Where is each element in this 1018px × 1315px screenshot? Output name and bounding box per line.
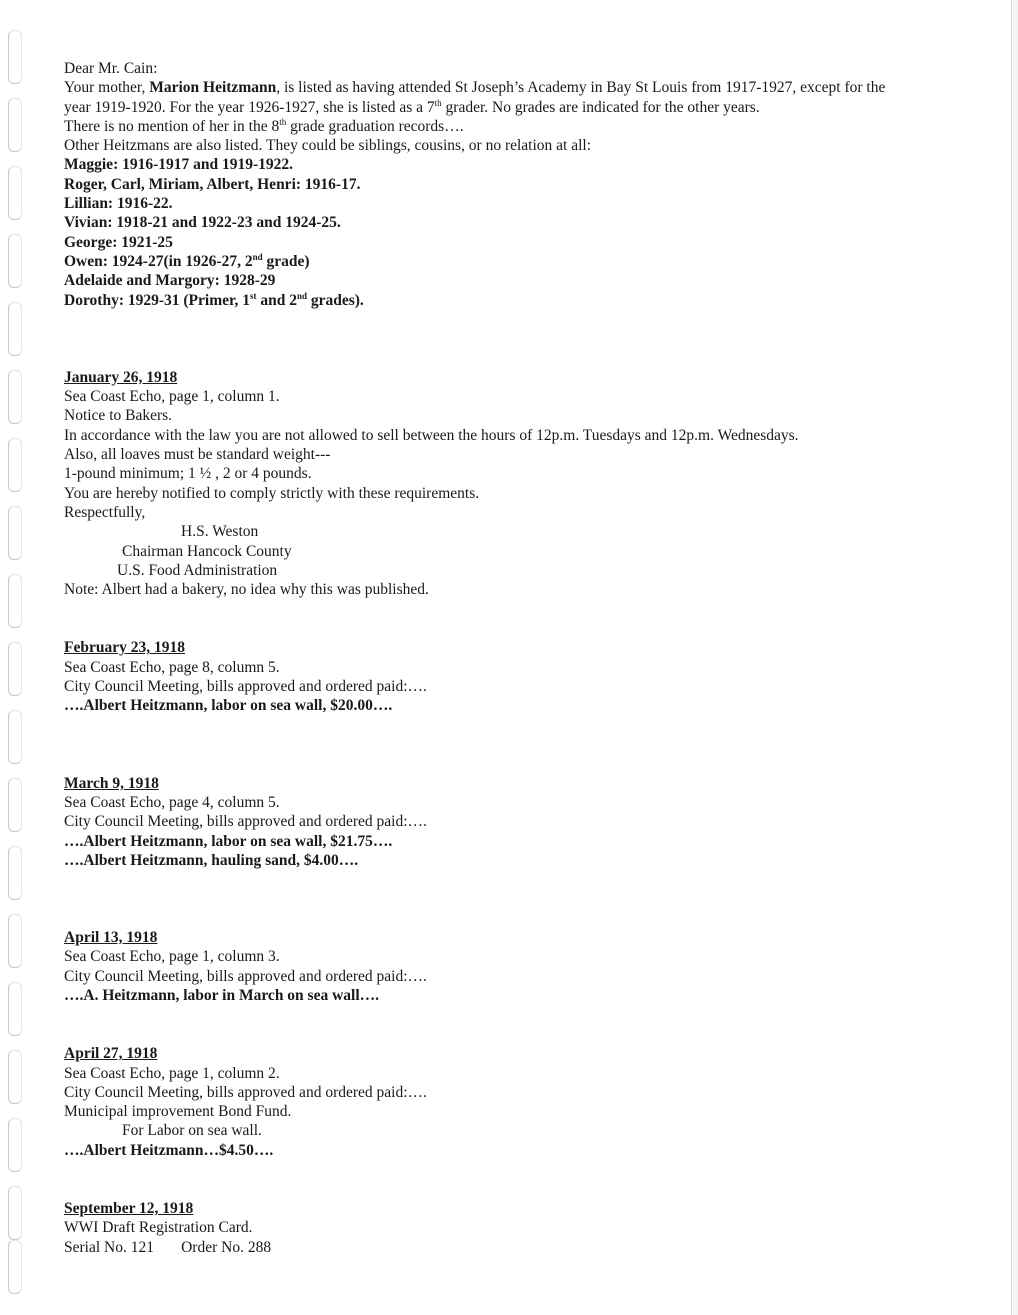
relative-entry: Vivian: 1918-21 and 1922-23 and 1924-25. (64, 214, 341, 232)
letter-paragraph-line: Your mother, Marion Heitzmann, is listed as having attended St Joseph’s Academy in Bay St Louis from 1917-1927, except for the (64, 79, 886, 97)
entry-line: For Labor on sea wall. (122, 1122, 262, 1140)
binder-hole (8, 302, 22, 356)
entry-line: Also, all loaves must be standard weight--- (64, 446, 331, 464)
signature-title: Chairman Hancock County (122, 542, 292, 560)
binder-hole (8, 1050, 22, 1104)
binder-hole (8, 982, 22, 1036)
signature-name: H.S. Weston (181, 523, 259, 541)
entry-note: Note: Albert had a bakery, no idea why this was published. (64, 581, 429, 599)
entry-line: ….A. Heitzmann, labor in March on sea wall…. (64, 986, 380, 1004)
binder-hole (8, 574, 22, 628)
entry-date: April 13, 1918 (64, 929, 158, 947)
binder-hole (8, 1240, 22, 1294)
entry-line: ….Albert Heitzmann, labor on sea wall, $20.00…. (64, 697, 393, 715)
relative-entry: Adelaide and Margory: 1928-29 (64, 272, 276, 290)
greeting: Dear Mr. Cain: (64, 60, 158, 77)
binder-hole (8, 370, 22, 424)
letter-section (64, 59, 964, 310)
relative-entry: Lillian: 1916-22. (64, 195, 173, 213)
entry-line: Notice to Bakers. (64, 407, 173, 425)
relative-entry: Roger, Carl, Miriam, Albert, Henri: 1916-17. (64, 175, 361, 193)
entry-mar-1918 (64, 774, 964, 870)
binder-hole (8, 30, 22, 84)
entry-date: January 26, 1918 (64, 368, 178, 386)
entry-line: Sea Coast Echo, page 8, column 5. (64, 658, 280, 676)
binder-hole (8, 710, 22, 764)
letter-paragraph-line: There is no mention of her in the 8th grade graduation records…. (64, 116, 464, 135)
relative-entry: George: 1921-25 (64, 233, 173, 251)
binder-hole (8, 1118, 22, 1172)
binder-hole (8, 166, 22, 220)
entry-line: ….Albert Heitzmann, labor on sea wall, $21.75…. (64, 832, 393, 850)
entry-line: In accordance with the law you are not allowed to sell between the hours of 12p.m. Tuesdays and 12p.m. Wednesdays. (64, 426, 799, 444)
entry-line: Sea Coast Echo, page 4, column 5. (64, 793, 280, 811)
letter-paragraph-line: year 1919-1920. For the year 1926-1927, she is listed as a 7th grader. No grades are indicated for the other years. (64, 97, 760, 116)
entry-line: You are hereby notified to comply strictly with these requirements. (64, 484, 480, 502)
entry-apr13-1918 (64, 928, 964, 1005)
binder-hole (8, 506, 22, 560)
entry-line: Sea Coast Echo, page 1, column 3. (64, 948, 280, 966)
binder-holes (8, 30, 24, 1300)
signature-org: U.S. Food Administration (117, 561, 278, 579)
entry-line: Sea Coast Echo, page 1, column 1. (64, 388, 280, 406)
binder-hole (8, 846, 22, 900)
entry-line: City Council Meeting, bills approved and ordered paid:…. (64, 967, 427, 985)
entry-date: February 23, 1918 (64, 639, 185, 657)
entry-line: Sea Coast Echo, page 1, column 2. (64, 1064, 280, 1082)
relative-entry: Owen: 1924-27(in 1926-27, 2nd grade) (64, 251, 310, 270)
entry-line: Respectfully, (64, 503, 146, 521)
binder-hole (8, 98, 22, 152)
binder-hole (8, 1186, 22, 1240)
entry-line: ….Albert Heitzmann, hauling sand, $4.00…. (64, 851, 359, 869)
entry-line: City Council Meeting, bills approved and ordered paid:…. (64, 813, 427, 831)
relative-entry: Maggie: 1916-1917 and 1919-1922. (64, 156, 294, 174)
entry-line: City Council Meeting, bills approved and ordered paid:…. (64, 1083, 427, 1101)
entry-date: March 9, 1918 (64, 774, 159, 792)
binder-hole (8, 438, 22, 492)
entry-jan-1918 (64, 368, 964, 600)
entry-line: Municipal improvement Bond Fund. (64, 1103, 292, 1121)
binder-hole (8, 234, 22, 288)
binder-hole (8, 914, 22, 968)
letter-paragraph-line: Other Heitzmans are also listed. They could be siblings, cousins, or no relation at all: (64, 137, 592, 155)
document-body (64, 59, 964, 1257)
entry-date: April 27, 1918 (64, 1045, 158, 1063)
entry-line: 1-pound minimum; 1 ½ , 2 or 4 pounds. (64, 465, 312, 483)
entry-line: City Council Meeting, bills approved and ordered paid:…. (64, 678, 427, 696)
entry-date: September 12, 1918 (64, 1200, 194, 1218)
entry-sep-1918 (64, 1199, 964, 1257)
page-edge (1011, 0, 1018, 1315)
entry-line: ….Albert Heitzmann…$4.50…. (64, 1141, 274, 1159)
binder-hole (8, 778, 22, 832)
entry-line: Serial No. 121 Order No. 288 (64, 1238, 272, 1256)
mother-name: Marion Heitzmann (149, 79, 277, 97)
relative-entry: Dorothy: 1929-31 (Primer, 1st and 2nd grades). (64, 290, 364, 309)
entry-apr27-1918 (64, 1044, 964, 1160)
entry-line: WWI Draft Registration Card. (64, 1219, 253, 1237)
binder-hole (8, 642, 22, 696)
entry-feb-1918 (64, 638, 964, 715)
